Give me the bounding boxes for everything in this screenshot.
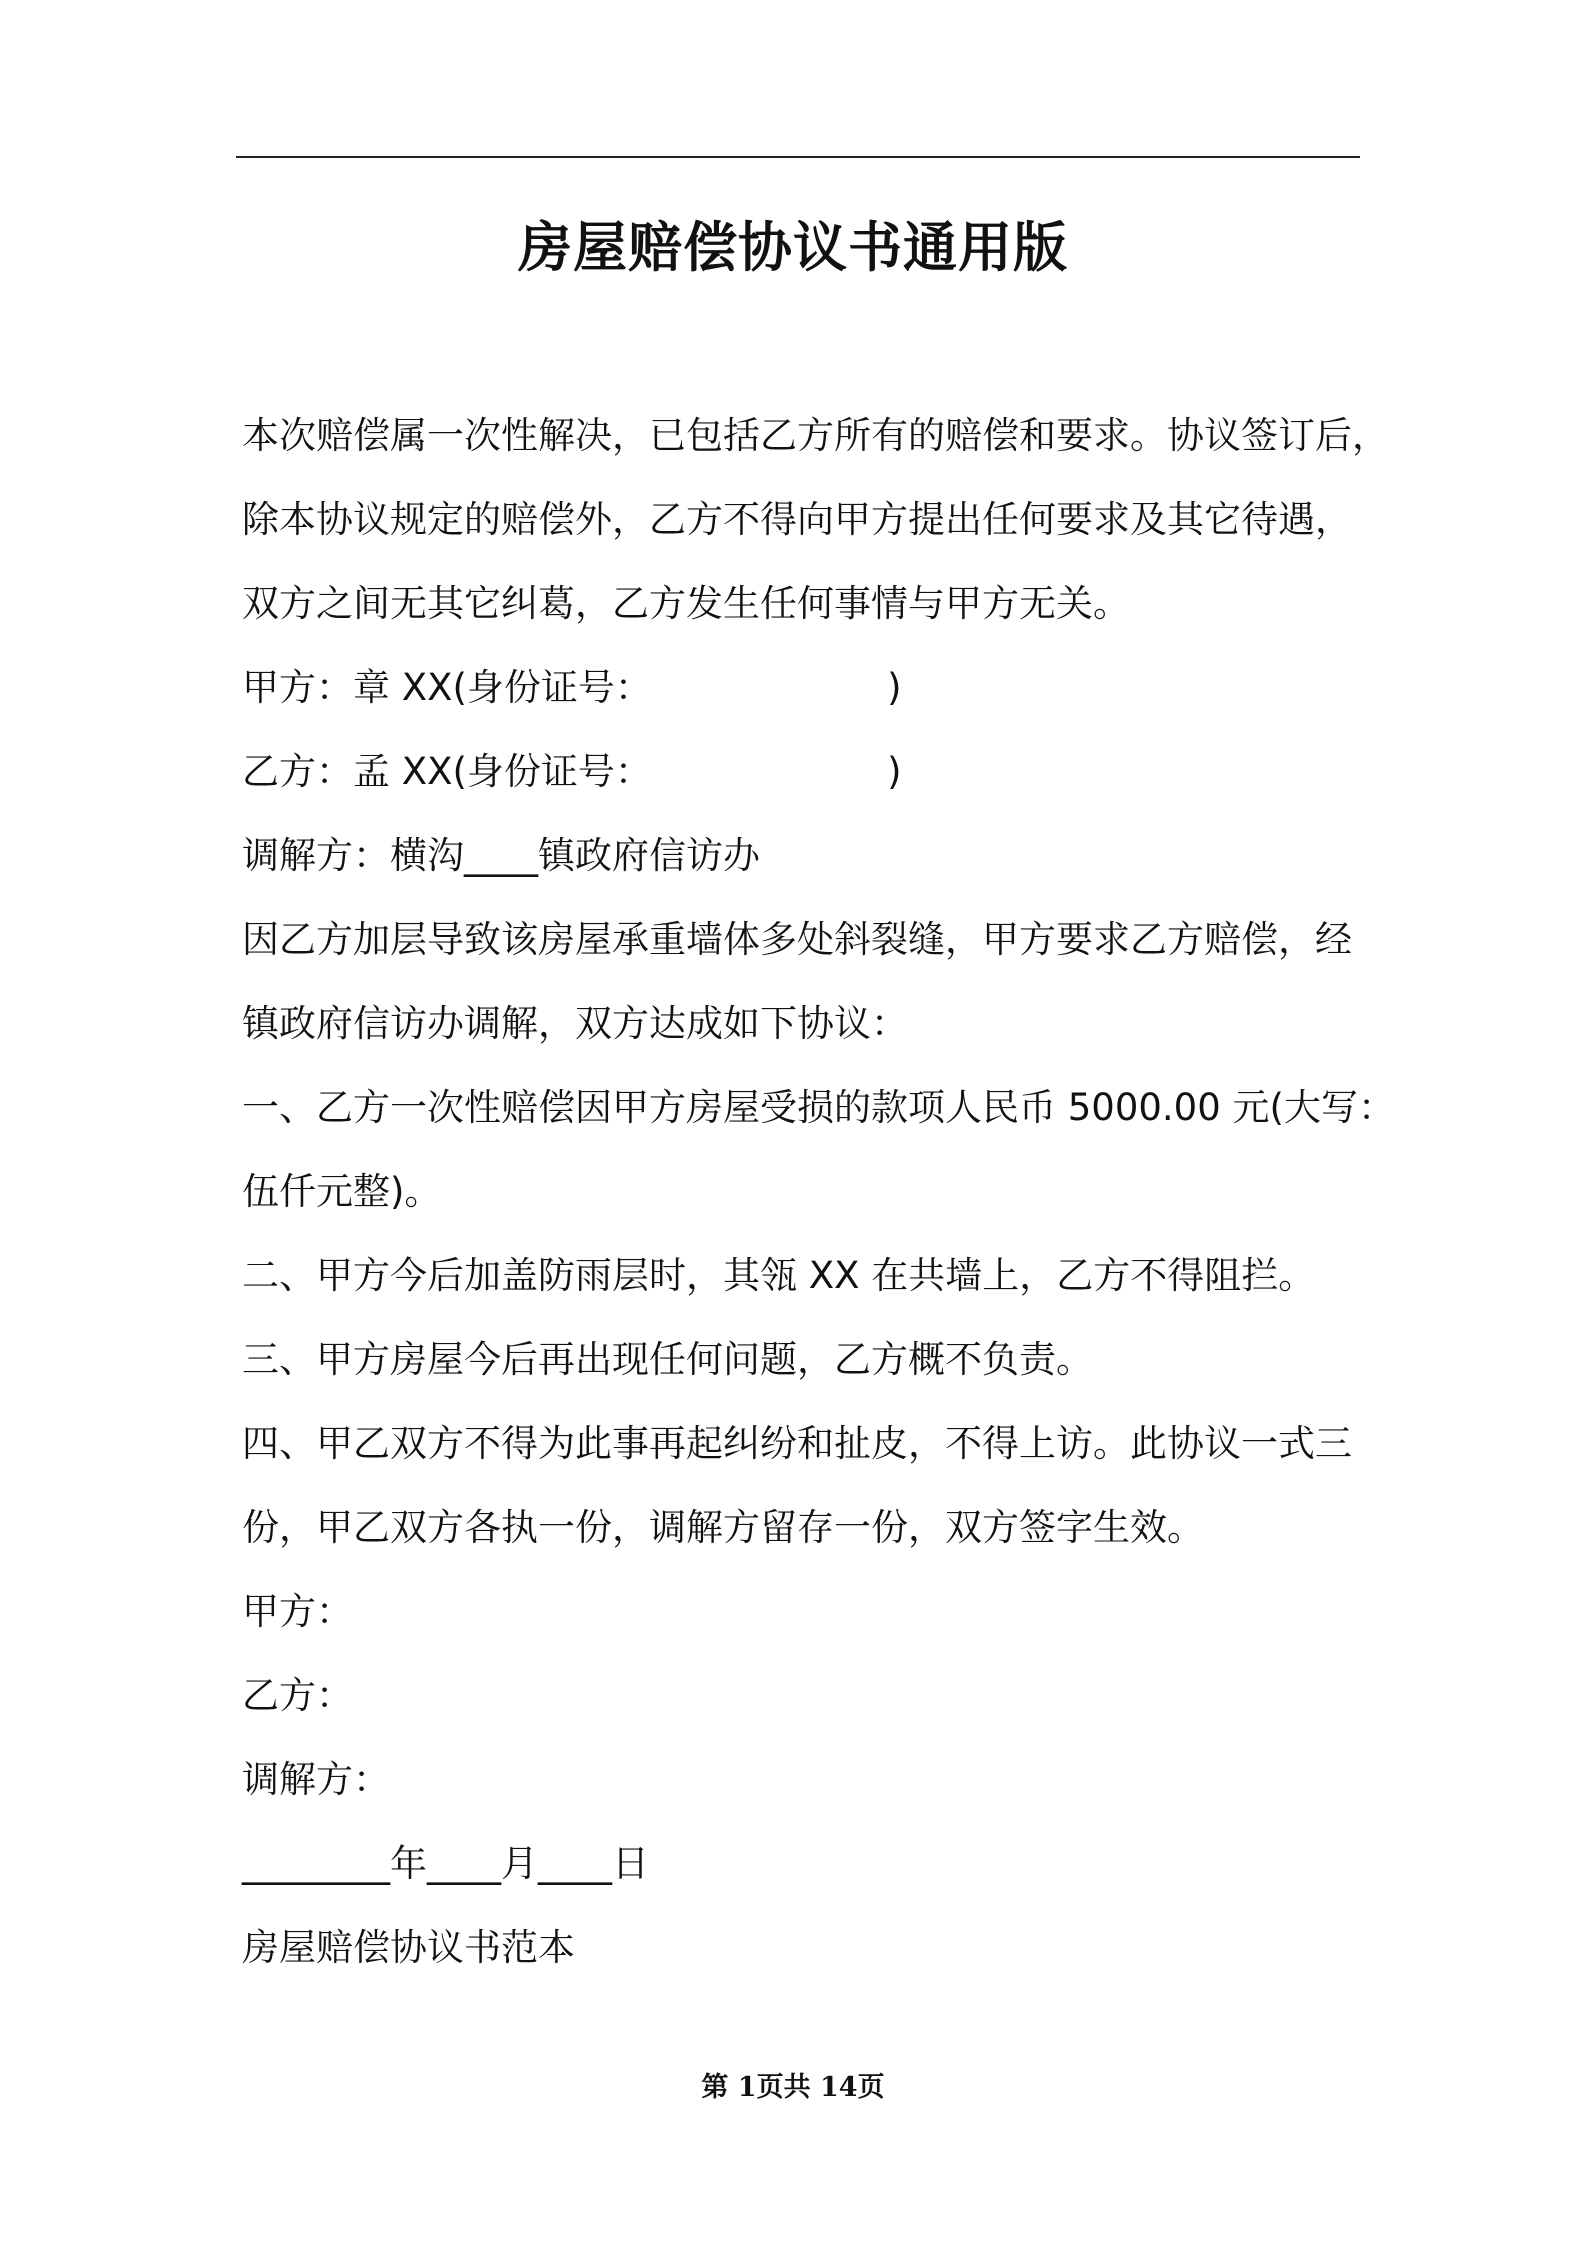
signature-mediator: 调解方： (242, 1758, 390, 1801)
paragraph-line: 镇政府信访办调解，双方达成如下协议： (242, 1002, 908, 1045)
document-body (242, 394, 1395, 1990)
clause-three-line: 三、甲方房屋今后再出现任何问题，乙方概不负责。 (242, 1338, 1093, 1381)
document-title: 房屋赔偿协议书通用版 (518, 216, 1068, 279)
clause-one-line: 伍仟元整)。 (242, 1170, 442, 1213)
party-a-line: 甲方：章 XX(身份证号： ) (242, 666, 902, 709)
paragraph-line: 本次赔偿属一次性解决，已包括乙方所有的赔偿和要求。协议签订后， (242, 414, 1389, 457)
signature-party-a: 甲方： (242, 1590, 353, 1633)
date-line: ________年____月____日 (242, 1842, 649, 1885)
party-b-line: 乙方：孟 XX(身份证号： ) (242, 750, 902, 793)
paragraph-line: 因乙方加层导致该房屋承重墙体多处斜裂缝，甲方要求乙方赔偿，经 (242, 918, 1352, 961)
clause-one-line: 一、乙方一次性赔偿因甲方房屋受损的款项人民币 5000.00 元(大写： (242, 1086, 1395, 1129)
clause-four-line: 四、甲乙双方不得为此事再起纠纷和扯皮，不得上访。此协议一式三 (242, 1422, 1352, 1465)
clause-two-line: 二、甲方今后加盖防雨层时，其瓴 XX 在共墙上，乙方不得阻拦。 (242, 1254, 1316, 1297)
paragraph-line: 除本协议规定的赔偿外，乙方不得向甲方提出任何要求及其它待遇， (242, 498, 1352, 541)
clause-four-line: 份，甲乙双方各执一份，调解方留存一份，双方签字生效。 (242, 1506, 1204, 1549)
page-number-footer: 第 1页共 14页 (701, 2072, 885, 2103)
header-rule (236, 156, 1360, 158)
template-title-line: 房屋赔偿协议书范本 (242, 1926, 575, 1969)
mediator-line: 调解方：横沟____镇政府信访办 (242, 834, 760, 877)
paragraph-line: 双方之间无其它纠葛，乙方发生任何事情与甲方无关。 (242, 582, 1130, 625)
signature-party-b: 乙方： (242, 1674, 353, 1717)
